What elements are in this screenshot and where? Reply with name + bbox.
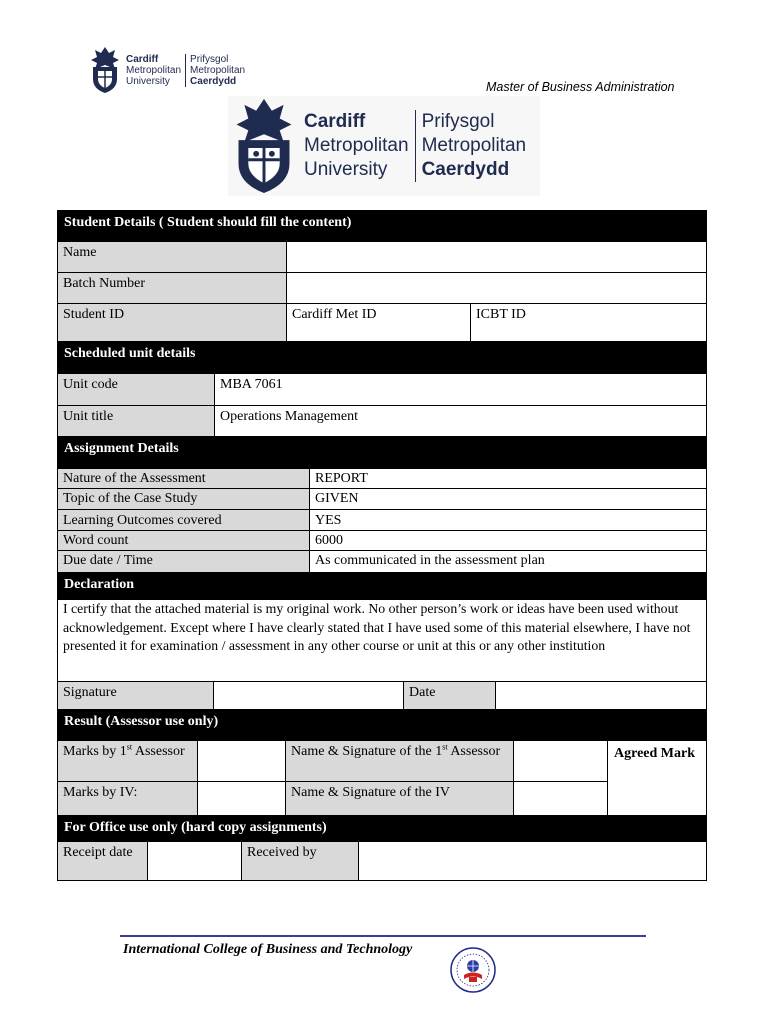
result-header-row (58, 710, 706, 741)
name-first-suffix: Assessor (447, 744, 501, 759)
assignment-details-header: Assignment Details (58, 437, 706, 468)
icbt-id-label[interactable]: ICBT ID (476, 307, 526, 322)
assignment-label: Nature of the Assessment (58, 469, 310, 488)
logo-small-text (126, 54, 245, 87)
logo-large-en-1: Cardiff (304, 111, 366, 132)
agreed-mark-label: Agreed Mark (614, 746, 695, 761)
assignment-row (58, 551, 706, 573)
declaration-text-row (58, 600, 706, 682)
marks-first-assessor-label (58, 741, 198, 781)
name-first-assessor-label (286, 741, 514, 781)
name-first-sup: st (442, 742, 448, 752)
program-title: Master of Business Administration (486, 80, 675, 94)
unit-code-label: Unit code (58, 374, 215, 405)
receipt-date-label: Receipt date (58, 842, 148, 880)
marks-first-sup: st (126, 742, 133, 752)
marks-iv-field[interactable] (198, 782, 286, 815)
logo-large-en-3: University (304, 159, 388, 180)
logo-small-en-3: University (126, 75, 170, 87)
marks-first-assessor-field[interactable] (198, 741, 286, 781)
receipt-date-field[interactable] (148, 842, 242, 880)
declaration-line: I certify that the attached material is my original work. No other person’s work or ideas have been used without (63, 601, 679, 616)
footer-divider (120, 935, 646, 937)
unit-code-row (58, 374, 706, 406)
logo-small-en-2: Metropolitan (126, 64, 182, 76)
cardiff-met-logo-large (228, 96, 540, 196)
assignment-label: Learning Outcomes covered (58, 510, 310, 530)
declaration-header-row (58, 573, 706, 600)
declaration-line: presented it for examination / assessment in any other course or unit at this or any other institution (63, 638, 606, 653)
assignment-row (58, 510, 706, 531)
name-iv-field[interactable] (514, 782, 607, 815)
cardiff-met-logo-small (88, 44, 248, 96)
received-by-label: Received by (242, 842, 359, 880)
signature-row (58, 682, 706, 710)
unit-details-header: Scheduled unit details (58, 342, 706, 373)
icbt-seal-icon (449, 944, 497, 996)
unit-code-value: MBA 7061 (220, 377, 283, 392)
assignment-label: Topic of the Case Study (58, 489, 310, 509)
assignment-value: As communicated in the assessment plan (315, 553, 545, 568)
assignment-value: 6000 (315, 533, 343, 548)
logo-small-cy-2: Metropolitan (190, 64, 246, 76)
unit-title-value: Operations Management (220, 409, 359, 424)
unit-header-row (58, 342, 706, 374)
assignment-header-row (58, 437, 706, 469)
crest-large-icon (230, 97, 298, 195)
assignment-value: YES (315, 513, 342, 528)
result-header: Result (Assessor use only) (58, 710, 706, 740)
received-by-field[interactable] (359, 842, 706, 880)
iv-row (58, 782, 607, 815)
logo-small-cy-3: Caerdydd (190, 75, 237, 87)
office-header-row (58, 816, 706, 842)
assessor-rows (58, 741, 608, 815)
assignment-label: Due date / Time (58, 551, 310, 572)
logo-large-cy-2: Metropolitan (421, 135, 527, 156)
assignment-value: GIVEN (315, 491, 359, 506)
cover-sheet-form (57, 210, 707, 881)
assignment-row (58, 531, 706, 551)
unit-title-label: Unit title (58, 406, 215, 436)
unit-title-row (58, 406, 706, 437)
assignment-label: Word count (58, 531, 310, 550)
batch-number-label: Batch Number (58, 273, 287, 303)
name-field[interactable] (287, 242, 706, 272)
name-iv-label: Name & Signature of the IV (286, 782, 514, 815)
assessor-block (58, 741, 706, 816)
signature-label: Signature (58, 682, 214, 709)
student-details-header-row (58, 211, 706, 242)
first-assessor-row (58, 741, 607, 782)
date-field[interactable] (496, 682, 706, 709)
signature-field[interactable] (214, 682, 404, 709)
assignment-value: REPORT (315, 471, 368, 486)
logo-large-cy-3: Caerdydd (421, 159, 510, 180)
batch-row (58, 273, 706, 304)
marks-first-prefix: Marks by 1 (63, 744, 127, 759)
logo-large-cy-1: Prifysgol (421, 111, 495, 132)
college-name: International College of Business and Technology (123, 942, 413, 957)
marks-first-suffix: Assessor (132, 744, 185, 759)
marks-iv-label: Marks by IV: (58, 782, 198, 815)
crest-icon (88, 45, 122, 95)
student-id-label: Student ID (58, 304, 287, 341)
date-label: Date (404, 682, 496, 709)
office-row (58, 842, 706, 880)
declaration-header: Declaration (58, 573, 706, 599)
student-id-row (58, 304, 706, 342)
name-first-prefix: Name & Signature of the 1 (291, 744, 443, 759)
name-label: Name (58, 242, 287, 272)
declaration-line: acknowledgement. Except where I have clearly stated that I have used some of this material elsewhere, I have not (63, 619, 691, 635)
declaration-text (58, 600, 706, 681)
name-first-assessor-field[interactable] (514, 741, 607, 781)
logo-large-en-2: Metropolitan (304, 135, 409, 156)
student-details-header: Student Details ( Student should fill the content) (58, 211, 706, 241)
logo-small-cy-1: Prifysgol (190, 53, 229, 65)
logo-small-en-1: Cardiff (126, 53, 159, 65)
cardiff-met-id-label[interactable]: Cardiff Met ID (287, 304, 471, 341)
assignment-row (58, 469, 706, 489)
name-row (58, 242, 706, 273)
batch-number-field[interactable] (287, 273, 706, 303)
logo-large-text (304, 110, 526, 182)
assignment-row (58, 489, 706, 510)
office-header: For Office use only (hard copy assignments) (58, 816, 706, 841)
